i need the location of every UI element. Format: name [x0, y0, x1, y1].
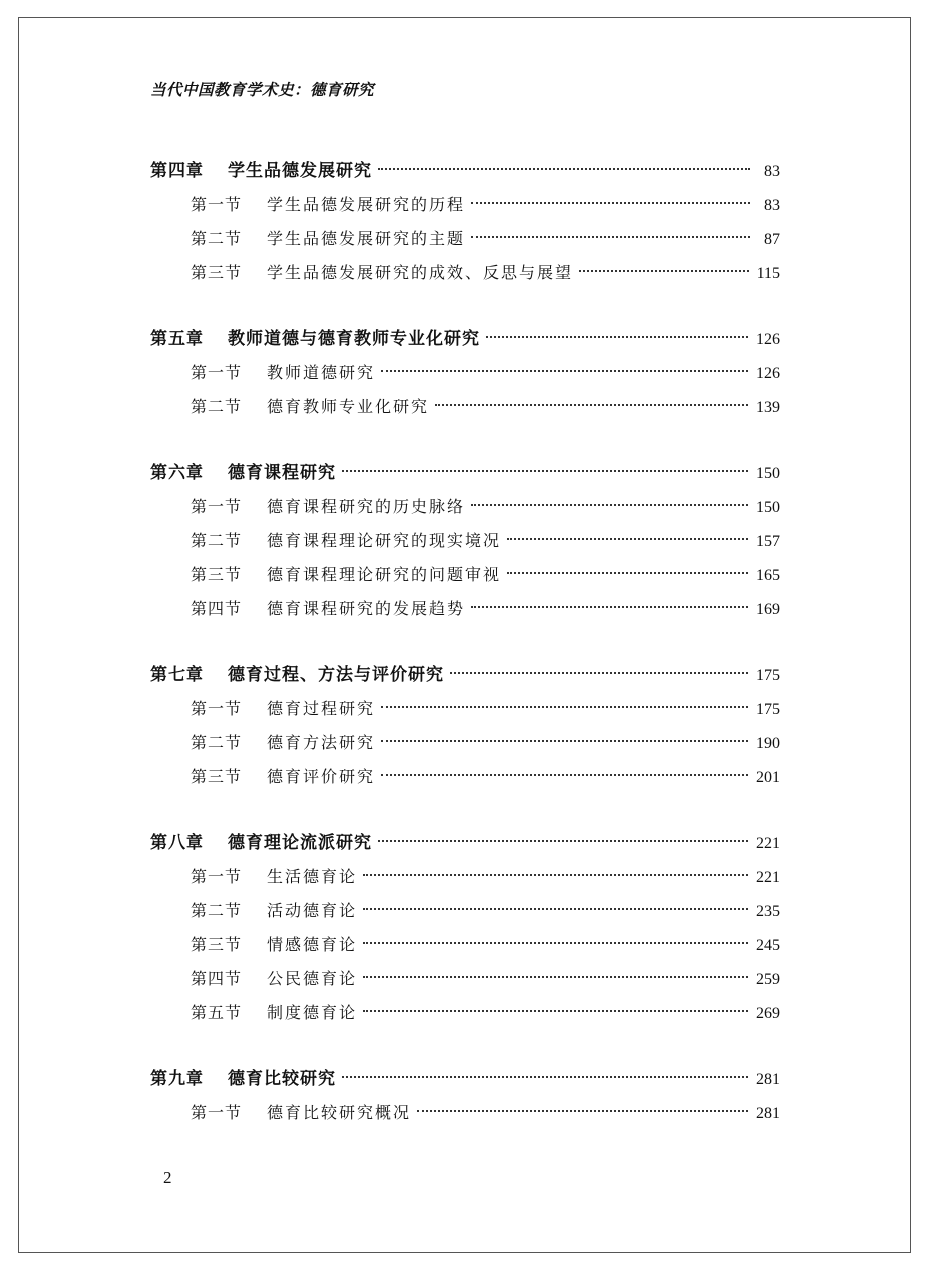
toc-chapter-title: 德育过程、方法与评价研究 [228, 665, 444, 685]
dot-leader [507, 572, 748, 574]
toc-chapter-page: 126 [756, 331, 780, 348]
toc-section-title: 学生品德发展研究的主题 [267, 229, 466, 248]
toc-section[interactable] [150, 1089, 780, 1123]
toc-section-page: 235 [756, 903, 780, 920]
toc-chapter-block [150, 819, 780, 1023]
toc-section-title: 教师道德研究 [267, 363, 376, 382]
toc-section-page: 87 [764, 231, 780, 248]
toc-section-number: 第二节 [191, 229, 243, 248]
toc-chapter[interactable] [150, 315, 780, 349]
page-number: 2 [163, 1168, 172, 1187]
toc-chapter-number: 第七章 [150, 665, 204, 685]
toc-section-title: 德育课程研究的历史脉络 [267, 497, 466, 516]
toc-section-page: 165 [756, 567, 780, 584]
toc-section-number: 第三节 [191, 935, 243, 954]
toc-section-number: 第二节 [191, 531, 243, 550]
toc-section-page: 115 [756, 265, 780, 282]
toc-section-page: 190 [756, 735, 780, 752]
toc-section[interactable] [150, 215, 780, 249]
toc-section[interactable] [150, 719, 780, 753]
dot-leader [381, 370, 748, 372]
toc-chapter-number: 第五章 [150, 329, 204, 349]
dot-leader [471, 606, 748, 608]
toc-section-title: 公民德育论 [267, 969, 358, 988]
toc-chapter-title: 德育理论流派研究 [228, 833, 372, 853]
toc-section[interactable] [150, 989, 780, 1023]
toc-section[interactable] [150, 685, 780, 719]
toc-section-title: 德育过程研究 [267, 699, 376, 718]
toc-chapter[interactable] [150, 651, 780, 685]
dot-leader [378, 840, 748, 842]
toc-chapter-number: 第四章 [150, 161, 204, 181]
toc-section[interactable] [150, 181, 780, 215]
toc-chapter-block [150, 147, 780, 283]
toc-chapter-title: 德育课程研究 [228, 463, 336, 483]
toc-chapter[interactable] [150, 1055, 780, 1089]
toc-section-page: 83 [764, 197, 780, 214]
dot-leader [471, 202, 750, 204]
toc-chapter-page: 150 [756, 465, 780, 482]
toc-chapter-page: 83 [764, 163, 780, 180]
toc-section-number: 第一节 [191, 195, 243, 214]
toc-section-number: 第二节 [191, 397, 243, 416]
toc-section-number: 第一节 [191, 497, 243, 516]
dot-leader [381, 706, 748, 708]
toc-section-title: 德育教师专业化研究 [267, 397, 430, 416]
toc-section[interactable] [150, 551, 780, 585]
toc-section-title: 德育比较研究概况 [267, 1103, 412, 1122]
toc-section-page: 169 [756, 601, 780, 618]
dot-leader [450, 672, 748, 674]
dot-leader [378, 168, 750, 170]
toc-section[interactable] [150, 955, 780, 989]
toc-chapter-title: 学生品德发展研究 [228, 161, 372, 181]
toc-section-page: 281 [756, 1105, 780, 1122]
toc-section-number: 第三节 [191, 767, 243, 786]
toc-chapter-page: 221 [756, 835, 780, 852]
dot-leader [486, 336, 748, 338]
dot-leader [363, 1010, 748, 1012]
dot-leader [471, 504, 748, 506]
toc-section-number: 第一节 [191, 1103, 243, 1122]
toc-section[interactable] [150, 383, 780, 417]
toc-section[interactable] [150, 483, 780, 517]
toc-section-title: 学生品德发展研究的成效、反思与展望 [267, 263, 574, 282]
toc-section-page: 221 [756, 869, 780, 886]
toc-chapter-title: 教师道德与德育教师专业化研究 [228, 329, 480, 349]
toc-section-title: 德育课程研究的发展趋势 [267, 599, 466, 618]
toc-section-number: 第一节 [191, 363, 243, 382]
toc-section-number: 第三节 [191, 263, 243, 282]
toc-section[interactable] [150, 887, 780, 921]
toc-section-number: 第一节 [191, 867, 243, 886]
dot-leader [381, 740, 748, 742]
toc-section-number: 第一节 [191, 699, 243, 718]
toc-section-page: 126 [756, 365, 780, 382]
toc-section-page: 157 [756, 533, 780, 550]
dot-leader [363, 976, 748, 978]
toc-section-title: 学生品德发展研究的历程 [267, 195, 466, 214]
toc-section[interactable] [150, 517, 780, 551]
toc-section[interactable] [150, 853, 780, 887]
toc-chapter-block [150, 1055, 780, 1123]
toc-section-page: 201 [756, 769, 780, 786]
toc-section-number: 第四节 [191, 969, 243, 988]
dot-leader [417, 1110, 748, 1112]
dot-leader [363, 874, 748, 876]
running-header: 当代中国教育学术史：德育研究 [150, 80, 375, 99]
toc-section-number: 第二节 [191, 733, 243, 752]
toc-chapter-page: 175 [756, 667, 780, 684]
toc-section-title: 制度德育论 [267, 1003, 358, 1022]
toc-section-page: 259 [756, 971, 780, 988]
toc-section-title: 德育课程理论研究的现实境况 [267, 531, 502, 550]
toc-chapter-title: 德育比较研究 [228, 1069, 336, 1089]
dot-leader [471, 236, 750, 238]
toc-chapter-page: 281 [756, 1071, 780, 1088]
toc-chapter[interactable] [150, 819, 780, 853]
toc-section[interactable] [150, 921, 780, 955]
toc-section-title: 德育方法研究 [267, 733, 376, 752]
toc-chapter-block [150, 449, 780, 619]
toc-section-page: 150 [756, 499, 780, 516]
toc-section-title: 活动德育论 [267, 901, 358, 920]
table-of-contents [150, 147, 780, 1155]
toc-section-number: 第三节 [191, 565, 243, 584]
dot-leader [435, 404, 748, 406]
toc-section-number: 第四节 [191, 599, 243, 618]
toc-section[interactable] [150, 249, 780, 283]
toc-chapter-number: 第八章 [150, 833, 204, 853]
toc-section[interactable] [150, 585, 780, 619]
toc-section[interactable] [150, 753, 780, 787]
toc-chapter-block [150, 651, 780, 787]
toc-section-page: 245 [756, 937, 780, 954]
toc-section-page: 269 [756, 1005, 780, 1022]
toc-section[interactable] [150, 349, 780, 383]
toc-chapter-number: 第六章 [150, 463, 204, 483]
toc-section-page: 139 [756, 399, 780, 416]
toc-section-number: 第五节 [191, 1003, 243, 1022]
toc-section-title: 德育评价研究 [267, 767, 376, 786]
toc-section-page: 175 [756, 701, 780, 718]
dot-leader [507, 538, 748, 540]
dot-leader [342, 1076, 748, 1078]
dot-leader [363, 908, 748, 910]
toc-section-title: 生活德育论 [267, 867, 358, 886]
toc-chapter-number: 第九章 [150, 1069, 204, 1089]
dot-leader [342, 470, 748, 472]
toc-section-title: 情感德育论 [267, 935, 358, 954]
toc-chapter[interactable] [150, 147, 780, 181]
toc-chapter[interactable] [150, 449, 780, 483]
toc-section-title: 德育课程理论研究的问题审视 [267, 565, 502, 584]
dot-leader [381, 774, 748, 776]
toc-chapter-block [150, 315, 780, 417]
toc-section-number: 第二节 [191, 901, 243, 920]
dot-leader [579, 270, 749, 272]
dot-leader [363, 942, 748, 944]
